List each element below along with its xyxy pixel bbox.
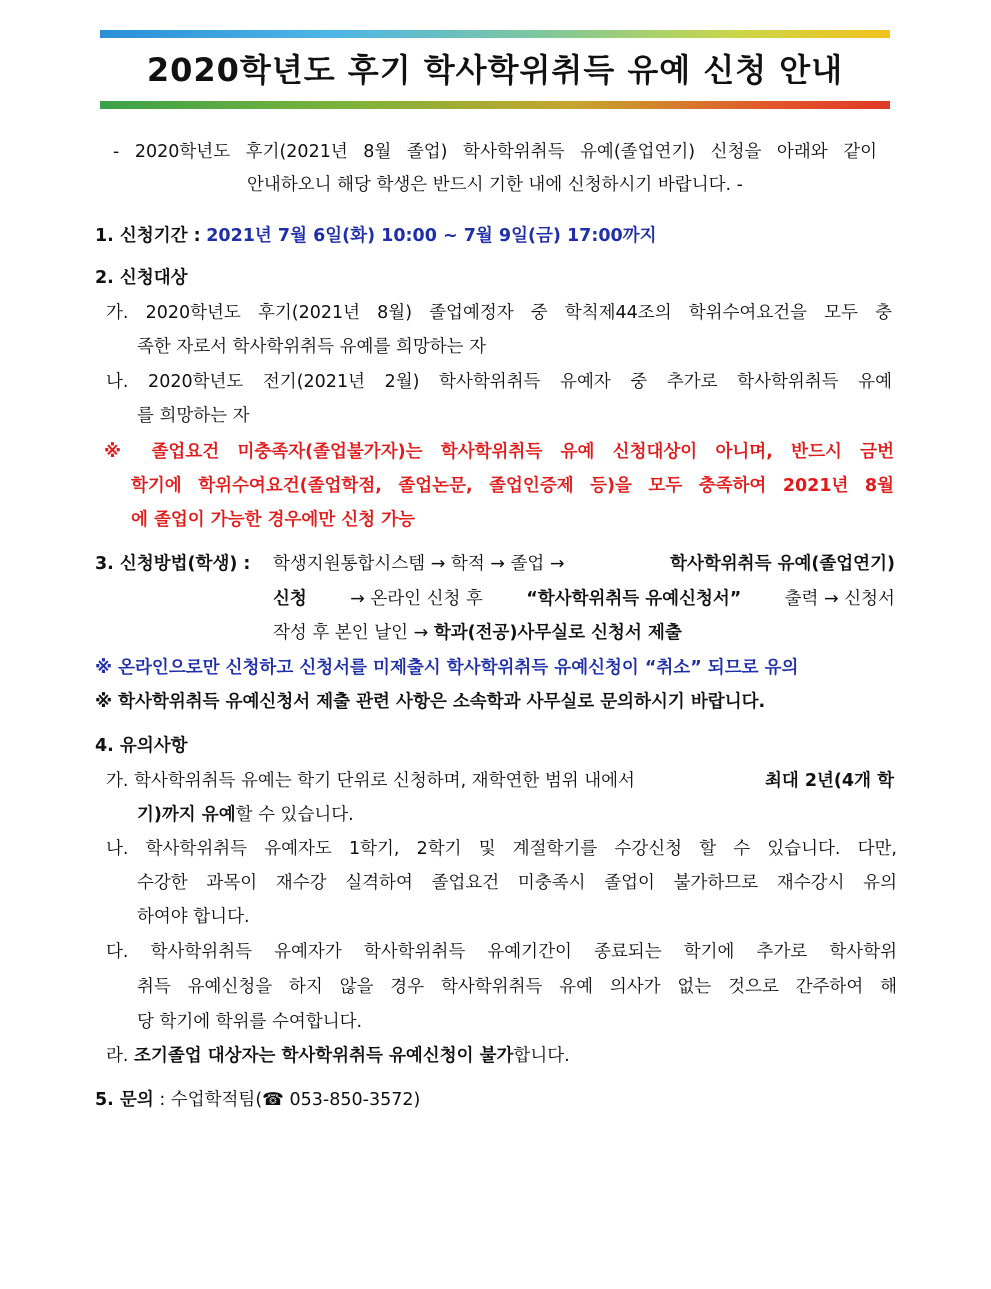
target-na-line-1: 나. 2020학년도 전기(2021년 2월) 학사학위취득 유예자 중 추가로 학사학위취득 유예 [106,372,892,392]
notice-ra-text: 합니다. [513,1046,570,1066]
notice-na-line-1: 나. 학사학위취득 유예자도 1학기, 2학기 및 계절학기를 수강신청 할 수 있습니다. 다만, [106,839,897,859]
notice-ga-text: 가. 학사학위취득 유예는 학기 단위로 신청하며, 재학연한 범위 내에서 [106,771,635,791]
section-4-heading: 4. 유의사항 [95,736,188,756]
method-line-2-online: → 온라인 신청 후 [350,589,483,609]
method-line-1-bold: 학사학위취득 유예(졸업연기) [670,554,895,574]
notice-ga-bold: 최대 2년(4개 학 [764,771,894,791]
notice-ra-prefix: 라. [106,1046,129,1066]
inquiry-note: ※ 학사학위취득 유예신청서 제출 관련 사항은 소속학과 사무실로 문의하시기 바랍니다. [95,692,766,712]
notice-ra-bold: 조기졸업 대상자는 학사학위취득 유예신청이 불가 [134,1046,514,1066]
notice-ga-line-2 [137,803,354,827]
title-bottom-bar [100,101,890,109]
method-line-1 [273,552,895,576]
application-period: 2021년 7월 6일(화) 10:00 ~ 7월 9일(금) 17:00까지 [206,226,657,246]
section-1 [95,224,657,248]
method-line-2-print: 출력 → 신청서 [784,589,895,609]
section-2-heading: 2. 신청대상 [95,268,188,288]
cancel-warning: ※ 온라인으로만 신청하고 신청서를 미제출시 학사학위취득 유예신청이 “취소” 되므로 유의 [95,658,799,678]
intro-line-1: - 2020학년도 후기(2021년 8월 졸업) 학사학위취득 유예(졸업연기) 신청을 아래와 같이 [113,142,877,162]
notice-da-line-2: 취득 유예신청을 하지 않을 경우 학사학위취득 유예 의사가 없는 것으로 간주하여 해 [137,977,897,997]
method-line-1-steps: 학생지원통합시스템 → 학적 → 졸업 → [273,554,565,574]
section-5-heading: 5. 문의 [95,1090,154,1110]
notice-da-line-1: 다. 학사학위취득 유예자가 학사학위취득 유예기간이 종료되는 학기에 추가로 학사학위 [106,942,897,962]
target-na-line-2: 를 희망하는 자 [137,406,250,426]
warning-line-1: ※ 졸업요건 미충족자(졸업불가자)는 학사학위취득 유예 신청대상이 아니며, 반드시 금번 [104,442,894,462]
notice-na-line-2: 수강한 과목이 재수강 실격하여 졸업요건 미충족시 졸업이 불가하므로 재수강시 유의 [137,873,897,893]
page-title: 2020학년도 후기 학사학위취득 유예 신청 안내 [146,51,844,89]
title-top-bar [100,30,890,38]
section-5-separator: : [159,1090,166,1110]
notice-ga-bold-2: 기)까지 유예 [137,805,236,825]
method-line-2-form-name: “학사학위취득 유예신청서” [526,589,742,609]
warning-line-2: 학기에 학위수여요건(졸업학점, 졸업논문, 졸업인증제 등)을 모두 충족하여 2021년 8월 [131,476,894,496]
method-line-3-sign: 작성 후 본인 날인 → [273,623,429,643]
method-line-2 [273,587,895,611]
method-line-2-apply: 신청 [273,589,307,609]
phone-icon: ☎ [262,1090,284,1110]
method-line-3 [273,621,682,645]
target-ga-line-1: 가. 2020학년도 후기(2021년 8월) 졸업예정자 중 학칙제44조의 학위수여요건을 모두 충 [106,303,892,323]
notice-ga-text-2: 할 수 있습니다. [235,805,354,825]
notice-ra-line [106,1044,570,1068]
intro-line-2: 안내하오니 해당 학생은 반드시 기한 내에 신청하시기 바랍니다. - [247,175,743,195]
notice-na-line-3: 하여야 합니다. [137,907,250,927]
contact-phone: 053-850-3572) [283,1090,421,1110]
section-1-heading: 1. 신청기간 : [95,226,201,246]
notice-da-line-3: 당 학기에 학위를 수여합니다. [137,1012,363,1032]
warning-line-3: 에 졸업이 가능한 경우에만 신청 가능 [131,510,416,530]
section-5 [95,1088,420,1112]
target-ga-line-2: 족한 자로서 학사학위취득 유예를 희망하는 자 [137,337,487,357]
contact-office: 수업학적팀( [170,1090,263,1110]
section-3-heading: 3. 신청방법(학생) : [95,554,251,574]
method-line-3-submit: 학과(전공)사무실로 신청서 제출 [433,623,682,643]
notice-ga-line-1 [106,769,894,793]
